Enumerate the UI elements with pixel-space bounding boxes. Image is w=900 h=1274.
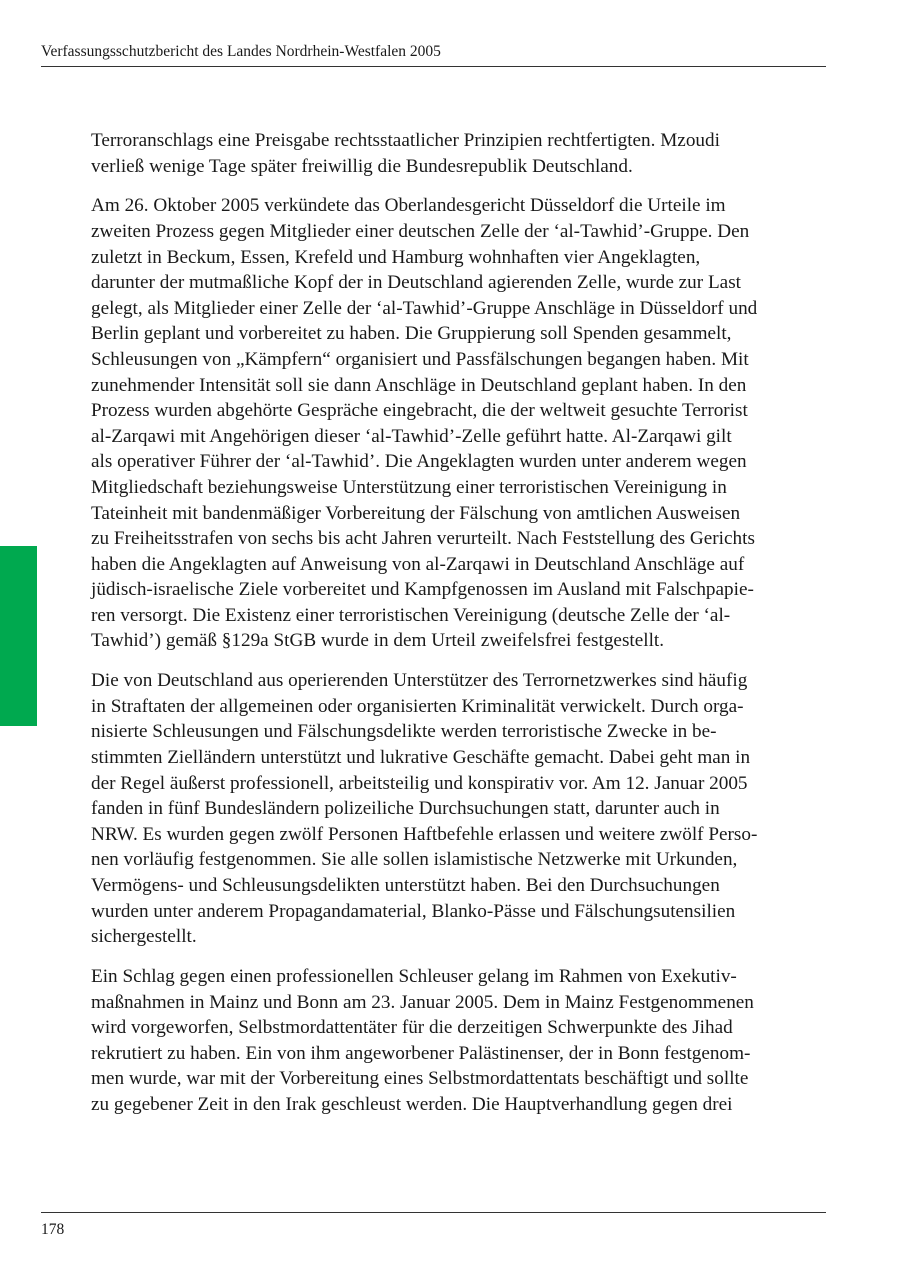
- text-line: al-Zarqawi mit Angehörigen dieser ‘al-Tawhid’-Zelle geführt hatte. Al-Zarqawi gilt: [91, 425, 732, 447]
- text-line: Schleusungen von „Kämpfern“ organisiert und Passfälschungen begangen haben. Mit: [91, 348, 749, 370]
- text-line: Tawhid’) gemäß §129a StGB wurde in dem Urteil zweifelsfrei festgestellt.: [91, 630, 665, 652]
- text-line: zu gegebener Zeit in den Irak geschleust werden. Die Hauptverhandlung gegen drei: [91, 1093, 733, 1115]
- text-line: Terroranschlags eine Preisgabe rechtsstaatlicher Prinzipien rechtfertigten. Mzoudi: [91, 130, 720, 151]
- text-line: zu Freiheitsstrafen von sechs bis acht Jahren verurteilt. Nach Feststellung des Gerichts: [91, 528, 755, 550]
- text-line: nen vorläufig festgenommen. Sie alle sollen islamistische Netzwerke mit Urkunden,: [91, 849, 738, 871]
- text-line: haben die Angeklagten auf Anweisung von al-Zarqawi in Deutschland Anschläge auf: [91, 553, 745, 575]
- paragraph-3: [91, 668, 836, 950]
- text-line: fanden in fünf Bundesländern polizeiliche Durchsuchungen statt, darunter auch in: [91, 798, 720, 820]
- text-line: nisierte Schleusungen und Fälschungsdelikte werden terroristische Zwecke in be-: [91, 721, 717, 743]
- text-line: Prozess wurden abgehörte Gespräche eingebracht, die der weltweit gesuchte Terrorist: [91, 400, 748, 422]
- text-line: Mitgliedschaft beziehungsweise Unterstützung einer terroristischen Vereinigung in: [91, 476, 727, 498]
- text-line: verließ wenige Tage später freiwillig die Bundesrepublik Deutschland.: [91, 155, 633, 177]
- text-line: wird vorgeworfen, Selbstmordattentäter für die derzeitigen Schwerpunkte des Jihad: [91, 1017, 733, 1039]
- header-divider: [41, 66, 826, 67]
- text-line: maßnahmen in Mainz und Bonn am 23. Januar 2005. Dem in Mainz Festgenommenen: [91, 991, 754, 1013]
- paragraph-1: [91, 128, 836, 179]
- text-line: NRW. Es wurden gegen zwölf Personen Haftbefehle erlassen und weitere zwölf Perso-: [91, 823, 758, 845]
- page-number: 178: [41, 1221, 65, 1238]
- text-line: wurden unter anderem Propagandamaterial, Blanko-Pässe und Fälschungsutensilien: [91, 900, 736, 922]
- text-line: zweiten Prozess gegen Mitglieder einer deutschen Zelle der ‘al-Tawhid’-Gruppe. Den: [91, 220, 750, 242]
- text-line: zunehmender Intensität soll sie dann Anschläge in Deutschland geplant haben. In den: [91, 374, 747, 396]
- text-line: stimmten Zielländern unterstützt und lukrative Geschäfte gemacht. Dabei geht man in: [91, 747, 751, 769]
- text-line: Ein Schlag gegen einen professionellen Schleuser gelang im Rahmen von Exekutiv-: [91, 965, 737, 987]
- text-line: ren versorgt. Die Existenz einer terroristischen Vereinigung (deutsche Zelle der ‘al-: [91, 604, 731, 626]
- text-line: der Regel äußerst professionell, arbeitsteilig und konspirativ vor. Am 12. Januar 2005: [91, 772, 748, 794]
- chapter-side-tab: [0, 546, 37, 726]
- text-line: jüdisch-israelische Ziele vorbereitet und Kampfgenossen im Ausland mit Falschpapie-: [91, 579, 754, 601]
- text-line: gelegt, als Mitglieder einer Zelle der ‘al-Tawhid’-Gruppe Anschläge in Düsseldorf und: [91, 297, 758, 319]
- paragraph-2: [91, 193, 836, 654]
- text-line: in Straftaten der allgemeinen oder organisierten Kriminalität verwickelt. Durch orga-: [91, 695, 744, 717]
- paragraph-4: [91, 964, 836, 1118]
- text-line: darunter der mutmaßliche Kopf der in Deutschland agierenden Zelle, wurde zur Last: [91, 272, 741, 294]
- text-line: rekrutiert zu haben. Ein von ihm angeworbener Palästinenser, der in Bonn festgenom-: [91, 1042, 751, 1064]
- text-line: Am 26. Oktober 2005 verkündete das Oberlandesgericht Düsseldorf die Urteile im: [91, 195, 726, 217]
- text-line: als operativer Führer der ‘al-Tawhid’. Die Angeklagten wurden unter anderem wegen: [91, 451, 747, 473]
- text-line: Vermögens- und Schleusungsdelikten unterstützt haben. Bei den Durchsuchungen: [91, 875, 720, 896]
- text-line: sichergestellt.: [91, 926, 197, 948]
- text-line: zuletzt in Beckum, Essen, Krefeld und Hamburg wohnhaften vier Angeklagten,: [91, 246, 701, 268]
- text-line: Berlin geplant und vorbereitet zu haben. Die Gruppierung soll Spenden gesammelt,: [91, 323, 732, 345]
- running-header: Verfassungsschutzbericht des Landes Nordrhein-Westfalen 2005: [41, 43, 441, 60]
- footer-divider: [41, 1212, 826, 1213]
- text-line: Tateinheit mit bandenmäßiger Vorbereitung der Fälschung von amtlichen Ausweisen: [91, 502, 741, 524]
- text-line: Die von Deutschland aus operierenden Unterstützer des Terrornetzwerkes sind häufig: [91, 670, 748, 692]
- text-line: men wurde, war mit der Vorbereitung eines Selbstmordattentats beschäftigt und sollte: [91, 1068, 749, 1090]
- body-text: [91, 128, 836, 1132]
